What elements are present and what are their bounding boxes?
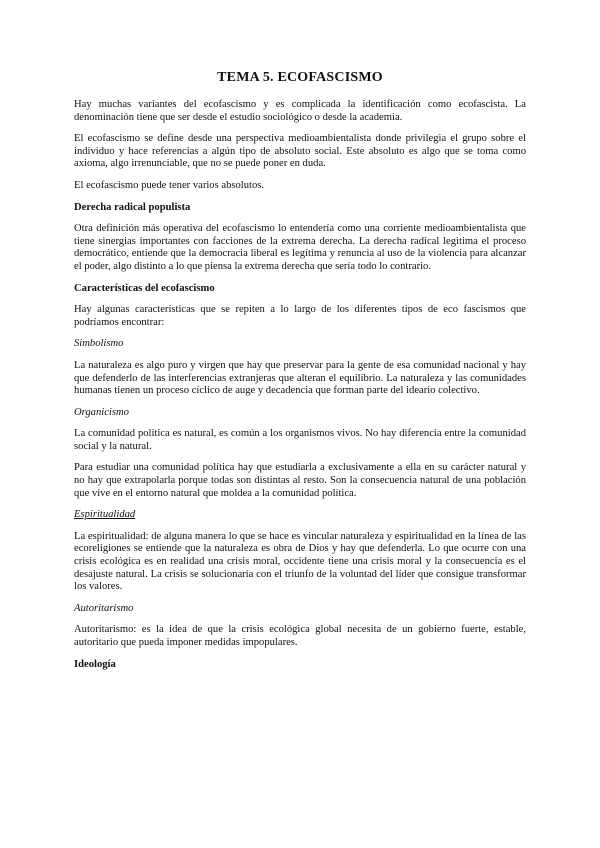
- section-heading-derecha: Derecha radical populista: [74, 201, 191, 213]
- espiritualidad-paragraph: La espiritualidad: de alguna manera lo que se hace es vincular naturaleza y espiritualidad en la línea de las ecoreligiones se entiende que la naturaleza es obra de Dios y hay que defenderla. Lo que ocurre con una crisis ecológica es en realidad una crisis moral, occidente tiene una crisis moral y la consecuencia es el desajuste natural. La crisis se solucionaría con el triunfo de la voluntad del líder que consigue transformar los valores.: [74, 530, 526, 593]
- autoritarismo-paragraph: Autoritarismo: es la idea de que la crisis ecológica global necesita de un gobierno fuerte, estable, autoritario que pueda imponer medidas impopulares.: [74, 624, 526, 648]
- intro-paragraph-3: El ecofascismo puede tener varios absolutos.: [74, 179, 265, 191]
- simbolismo-paragraph: La naturaleza es algo puro y virgen que hay que preservar para la gente de esa comunidad nacional y hay que defenderlo de las interferencias extranjeras que alteran el equilibrio. La naturaleza y las comunidades humanas tienen un proceso cíclico de auge y decadencia que forman parte del ideario colectivo.: [74, 359, 526, 397]
- section-heading-caracteristicas: Características del ecofascismo: [74, 282, 215, 294]
- subheading-organicismo: Organicismo: [74, 406, 129, 418]
- intro-paragraph-2: El ecofascismo se define desde una perspectiva medioambientalista donde privilegia el grupo sobre el individuo y hace referencias a algún tipo de absoluto social. Este absoluto es algo que se toma como axioma, algo irrenunciable, que no se puede poner en duda.: [74, 133, 526, 170]
- section-heading-ideologia: Ideología: [74, 658, 116, 670]
- subheading-simbolismo: Simbolismo: [74, 338, 124, 350]
- subheading-espiritualidad: Espiritualidad: [74, 509, 136, 521]
- intro-paragraph-1: Hay muchas variantes del ecofascismo y es complicada la identificación como ecofascista. La denominación tiene que ser desde el estudio sociológico o desde la academia.: [74, 99, 526, 123]
- document-page: [74, 70, 526, 680]
- derecha-paragraph: Otra definición más operativa del ecofascismo lo entendería como una corriente medioambientalista que tiene sinergias importantes con facciones de la extrema derecha. La derecha radical legitima el proceso democrático, entiende que la democracia liberal es legítima y renuncia al uso de la violencia para alcanzar el poder, algo distinto a lo que piensa la extrema derecha que sería todo lo contrario.: [74, 223, 526, 272]
- page-title: TEMA 5. ECOFASCISMO: [217, 70, 383, 85]
- organicismo-paragraph-2: Para estudiar una comunidad política hay que estudiarla a exclusivamente a ella en su carácter natural y no hay que extrapolarla porque todas son distintas al resto. Son la consecuencia natural de una población que vive en el entorno natural que moldea a la comunidad política.: [74, 462, 526, 499]
- organicismo-paragraph-1: La comunidad política es natural, es común a los organismos vivos. No hay diferencia entre la comunidad social y la natural.: [74, 428, 526, 452]
- caracteristicas-paragraph: Hay algunas características que se repiten a lo largo de los diferentes tipos de eco fascismos que podríamos encontrar:: [74, 304, 526, 328]
- subheading-autoritarismo: Autoritarismo: [74, 602, 134, 614]
